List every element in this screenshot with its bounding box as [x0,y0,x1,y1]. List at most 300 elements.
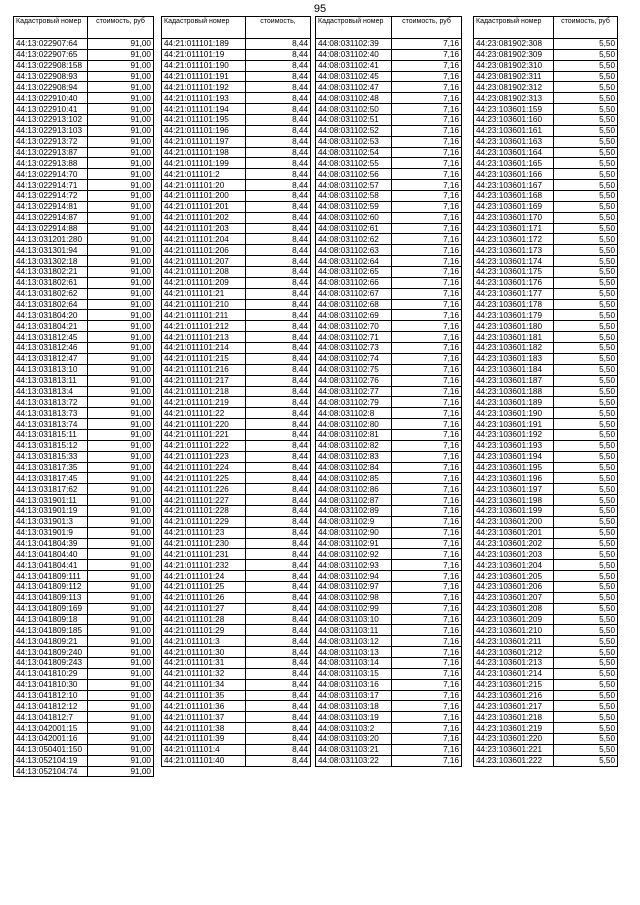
cadastral-number-cell: 44:08:031102:64 [316,256,392,267]
table-row [162,332,311,343]
cost-cell: 7,16 [392,93,462,104]
cost-cell: 7,16 [392,484,462,495]
table-row [474,701,618,712]
cadastral-number-cell: 44:08:031103:19 [316,712,392,723]
table-row [162,549,311,560]
cadastral-number-cell: 44:23:103601:207 [474,592,554,603]
cost-cell: 7,16 [392,136,462,147]
cadastral-number-cell: 44:21:011101:27 [162,603,246,614]
cost-cell: 91,00 [88,180,154,191]
cost-cell: 7,16 [392,581,462,592]
cost-cell: 7,16 [392,429,462,440]
table-row [14,538,154,549]
cost-cell: 91,00 [88,39,154,50]
cadastral-number-cell: 44:21:011101:22 [162,408,246,419]
table-row [162,375,311,386]
table-row [316,505,462,516]
cadastral-number-cell: 44:08:031102:47 [316,82,392,93]
table-row [162,104,311,115]
cost-cell: 91,00 [88,451,154,462]
cost-cell: 8,44 [246,212,311,223]
cadastral-number-cell: 44:08:031102:77 [316,386,392,397]
cadastral-number-cell: 44:23:103601:205 [474,571,554,582]
cost-cell: 91,00 [88,690,154,701]
cost-cell: 8,44 [246,636,311,647]
cost-cell: 5,50 [554,49,618,60]
cadastral-number-cell: 44:21:011101:211 [162,310,246,321]
cost-cell: 8,44 [246,375,311,386]
cadastral-number-cell: 44:21:011101:193 [162,93,246,104]
table-row [474,527,618,538]
cost-cell: 8,44 [246,484,311,495]
cost-cell: 7,16 [392,169,462,180]
table-row [474,223,618,234]
cost-cell: 8,44 [246,690,311,701]
cadastral-number-cell: 44:08:031102:86 [316,484,392,495]
cost-cell: 91,00 [88,212,154,223]
cost-cell: 7,16 [392,310,462,321]
table-row [14,115,154,126]
table-row [474,668,618,679]
table-row [14,136,154,147]
cost-cell: 7,16 [392,125,462,136]
cadastral-number-cell: 44:21:011101:19 [162,49,246,60]
cadastral-number-cell: 44:23:103601:216 [474,690,554,701]
table-row [162,299,311,310]
cadastral-number-cell: 44:13:031901:9 [14,527,88,538]
cost-cell: 5,50 [554,212,618,223]
cadastral-number-cell: 44:08:031102:50 [316,104,392,115]
cadastral-number-cell: 44:13:050401:150 [14,744,88,755]
cost-cell: 8,44 [246,39,311,50]
cadastral-number-cell: 44:23:103601:218 [474,712,554,723]
cadastral-number-cell: 44:23:103601:183 [474,353,554,364]
cost-cell: 7,16 [392,201,462,212]
table-row [162,115,311,126]
cost-cell: 5,50 [554,321,618,332]
table-row [474,495,618,506]
table-row [316,288,462,299]
cadastral-number-cell: 44:21:011101:216 [162,364,246,375]
table-row [316,473,462,484]
table-row [316,49,462,60]
cadastral-number-cell: 44:23:103601:200 [474,516,554,527]
cadastral-number-cell: 44:08:031102:67 [316,288,392,299]
cost-cell: 5,50 [554,462,618,473]
table-row [474,49,618,60]
cost-cell: 7,16 [392,158,462,169]
cadastral-number-cell: 44:21:011101:25 [162,581,246,592]
cadastral-number-cell: 44:21:011101:225 [162,473,246,484]
cost-cell: 5,50 [554,93,618,104]
cadastral-number-cell: 44:08:031102:91 [316,538,392,549]
table-row [14,353,154,364]
cadastral-number-cell: 44:08:031102:70 [316,321,392,332]
cost-cell: 8,44 [246,668,311,679]
cadastral-number-cell: 44:08:031102:76 [316,375,392,386]
table-row [474,39,618,50]
table-row [14,288,154,299]
cost-cell: 8,44 [246,647,311,658]
cadastral-number-cell: 44:23:103601:214 [474,668,554,679]
cadastral-number-cell: 44:21:011101:223 [162,451,246,462]
cadastral-table-1 [13,16,154,777]
cadastral-number-cell: 44:08:031102:54 [316,147,392,158]
cadastral-number-cell: 44:23:103601:196 [474,473,554,484]
cadastral-number-cell: 44:21:011101:196 [162,125,246,136]
table-row [316,332,462,343]
cost-cell: 7,16 [392,223,462,234]
cadastral-number-cell: 44:21:011101:206 [162,245,246,256]
table-row [14,516,154,527]
table-row [316,104,462,115]
cost-cell: 91,00 [88,223,154,234]
cost-cell: 91,00 [88,571,154,582]
table-row [162,429,311,440]
cost-cell: 5,50 [554,364,618,375]
cost-cell: 7,16 [392,212,462,223]
cost-cell: 7,16 [392,397,462,408]
cadastral-number-cell: 44:23:103601:191 [474,419,554,430]
cadastral-number-cell: 44:08:031103:21 [316,744,392,755]
table-row [162,82,311,93]
cost-cell: 91,00 [88,668,154,679]
cost-cell: 7,16 [392,39,462,50]
cost-cell: 7,16 [392,386,462,397]
table-header [474,17,618,39]
cost-cell: 7,16 [392,527,462,538]
table-row [14,158,154,169]
cadastral-number-cell: 44:13:031802:64 [14,299,88,310]
cadastral-number-cell: 44:13:041812:12 [14,701,88,712]
cadastral-number-cell: 44:23:081902:309 [474,49,554,60]
table-row [474,690,618,701]
table-row [14,766,154,777]
cadastral-number-cell: 44:21:011101:228 [162,505,246,516]
cadastral-number-cell: 44:08:031102:73 [316,343,392,354]
table-row [162,571,311,582]
cadastral-number-cell: 44:08:031102:71 [316,332,392,343]
table-row [316,647,462,658]
cadastral-number-cell: 44:13:041809:243 [14,657,88,668]
table-row [162,386,311,397]
cost-cell: 8,44 [246,191,311,202]
table-row [14,310,154,321]
cost-cell: 91,00 [88,321,154,332]
cost-cell: 7,16 [392,744,462,755]
cadastral-number-cell: 44:21:011101:192 [162,82,246,93]
table-row [474,451,618,462]
cadastral-number-cell: 44:13:041809:240 [14,647,88,658]
cadastral-number-cell: 44:13:022907:65 [14,49,88,60]
table-row [316,549,462,560]
cost-cell: 91,00 [88,484,154,495]
cadastral-number-cell: 44:08:031103:18 [316,701,392,712]
table-row [316,115,462,126]
cadastral-number-cell: 44:13:031302:18 [14,256,88,267]
cost-cell: 8,44 [246,125,311,136]
table-row [162,125,311,136]
cost-cell: 91,00 [88,581,154,592]
cadastral-number-cell: 44:13:041804:41 [14,560,88,571]
cost-cell: 5,50 [554,234,618,245]
cadastral-number-cell: 44:21:011101:24 [162,571,246,582]
cadastral-number-cell: 44:23:103601:178 [474,299,554,310]
table-row [316,690,462,701]
cost-cell: 7,16 [392,364,462,375]
cadastral-number-cell: 44:23:103601:168 [474,191,554,202]
cadastral-number-cell: 44:13:022908:94 [14,82,88,93]
cadastral-number-cell: 44:23:103601:167 [474,180,554,191]
cadastral-number-cell: 44:23:103601:174 [474,256,554,267]
cost-cell: 91,00 [88,234,154,245]
cadastral-number-cell: 44:13:041810:29 [14,668,88,679]
cadastral-number-cell: 44:13:022908:93 [14,71,88,82]
table-row [14,223,154,234]
cadastral-number-cell: 44:23:103601:161 [474,125,554,136]
table-row [14,267,154,278]
table-row [316,353,462,364]
cadastral-number-cell: 44:13:022914:71 [14,180,88,191]
table-row [474,516,618,527]
table-row [162,473,311,484]
table-row [474,71,618,82]
header-cadastral-number: Кадастровый номер [162,17,246,39]
table-row [14,60,154,71]
table-row [474,234,618,245]
table-row [162,136,311,147]
table-row [14,201,154,212]
cadastral-number-cell: 44:23:103601:208 [474,603,554,614]
cost-cell: 7,16 [392,647,462,658]
header-cost: стоимость, руб [392,17,462,39]
cost-cell: 5,50 [554,125,618,136]
table-row [14,744,154,755]
table-row [474,353,618,364]
cost-cell: 5,50 [554,180,618,191]
cadastral-number-cell: 44:21:011101:207 [162,256,246,267]
table-row [316,310,462,321]
cadastral-number-cell: 44:08:031102:99 [316,603,392,614]
cadastral-number-cell: 44:13:022913:103 [14,125,88,136]
table-row [474,462,618,473]
cadastral-number-cell: 44:13:041809:21 [14,636,88,647]
table-row [474,158,618,169]
cadastral-number-cell: 44:23:103601:175 [474,267,554,278]
table-row [474,614,618,625]
cadastral-number-cell: 44:08:031102:9 [316,516,392,527]
cost-cell: 8,44 [246,147,311,158]
cost-cell: 8,44 [246,723,311,734]
cadastral-number-cell: 44:08:031102:39 [316,39,392,50]
cadastral-number-cell: 44:08:031103:11 [316,625,392,636]
cost-cell: 91,00 [88,549,154,560]
table-row [316,39,462,50]
cadastral-number-cell: 44:23:103601:166 [474,169,554,180]
table-row [162,419,311,430]
table-row [162,71,311,82]
cost-cell: 5,50 [554,39,618,50]
cadastral-number-cell: 44:23:103601:173 [474,245,554,256]
cadastral-number-cell: 44:13:052104:74 [14,766,88,777]
cost-cell: 8,44 [246,364,311,375]
page-number: 95 [313,3,327,15]
cost-cell: 8,44 [246,712,311,723]
cadastral-number-cell: 44:23:081902:308 [474,39,554,50]
table-row [474,201,618,212]
cost-cell: 5,50 [554,636,618,647]
cadastral-number-cell: 44:13:031804:21 [14,321,88,332]
cost-cell: 91,00 [88,429,154,440]
table-row [14,49,154,60]
cadastral-number-cell: 44:13:031901:3 [14,516,88,527]
cost-cell: 91,00 [88,538,154,549]
cost-cell: 7,16 [392,571,462,582]
header-cadastral-number: Кадастровый номер [14,17,88,39]
table-row [162,191,311,202]
cost-cell: 8,44 [246,267,311,278]
cost-cell: 91,00 [88,343,154,354]
cadastral-number-cell: 44:23:103601:164 [474,147,554,158]
cost-cell: 7,16 [392,549,462,560]
cost-cell: 7,16 [392,614,462,625]
cadastral-number-cell: 44:08:031103:2 [316,723,392,734]
table-row [474,321,618,332]
cadastral-number-cell: 44:13:022913:88 [14,158,88,169]
table-row [14,343,154,354]
cost-cell: 7,16 [392,440,462,451]
cost-cell: 7,16 [392,180,462,191]
cadastral-number-cell: 44:23:103601:209 [474,614,554,625]
cost-cell: 5,50 [554,679,618,690]
table-row [316,223,462,234]
table-row [162,527,311,538]
table-row [162,451,311,462]
table-row [474,104,618,115]
table-row [474,332,618,343]
cost-cell: 5,50 [554,191,618,202]
table-row [162,256,311,267]
table-row [14,256,154,267]
cadastral-number-cell: 44:21:011101:39 [162,734,246,745]
cost-cell: 8,44 [246,234,311,245]
cadastral-number-cell: 44:21:011101:194 [162,104,246,115]
table-row [14,690,154,701]
cadastral-number-cell: 44:13:031817:35 [14,462,88,473]
cadastral-number-cell: 44:23:103601:182 [474,343,554,354]
cadastral-number-cell: 44:08:031102:59 [316,201,392,212]
cadastral-number-cell: 44:08:031102:75 [316,364,392,375]
cost-cell: 5,50 [554,419,618,430]
cost-cell: 7,16 [392,560,462,571]
table-row [316,462,462,473]
cost-cell: 7,16 [392,49,462,60]
table-row [474,288,618,299]
cadastral-number-cell: 44:08:031102:58 [316,191,392,202]
table-row [14,560,154,571]
table-row [162,495,311,506]
cost-cell: 5,50 [554,647,618,658]
cost-cell: 91,00 [88,299,154,310]
table-row [14,180,154,191]
cost-cell: 8,44 [246,115,311,126]
table-row [316,755,462,766]
cadastral-number-cell: 44:21:011101:202 [162,212,246,223]
table-row [316,234,462,245]
cadastral-number-cell: 44:08:031102:74 [316,353,392,364]
cadastral-number-cell: 44:21:011101:36 [162,701,246,712]
table-row [14,581,154,592]
cost-cell: 8,44 [246,71,311,82]
cadastral-number-cell: 44:21:011101:31 [162,657,246,668]
cadastral-number-cell: 44:08:031102:92 [316,549,392,560]
table-row [316,495,462,506]
table-row [14,245,154,256]
table-row [162,408,311,419]
table-row [162,49,311,60]
cadastral-number-cell: 44:13:041804:39 [14,538,88,549]
cadastral-number-cell: 44:08:031102:62 [316,234,392,245]
cost-cell: 5,50 [554,549,618,560]
cost-cell: 91,00 [88,267,154,278]
cadastral-number-cell: 44:08:031103:22 [316,755,392,766]
cost-cell: 7,16 [392,408,462,419]
cost-cell: 7,16 [392,115,462,126]
cadastral-number-cell: 44:13:031817:45 [14,473,88,484]
cost-cell: 91,00 [88,245,154,256]
cost-cell: 7,16 [392,375,462,386]
table-row [14,701,154,712]
cost-cell: 5,50 [554,734,618,745]
cost-cell: 91,00 [88,408,154,419]
cadastral-number-cell: 44:21:011101:35 [162,690,246,701]
cost-cell: 8,44 [246,353,311,364]
cadastral-table-4 [473,16,618,767]
cost-cell: 5,50 [554,484,618,495]
cost-cell: 8,44 [246,288,311,299]
cadastral-number-cell: 44:21:011101:215 [162,353,246,364]
table-row [316,581,462,592]
cost-cell: 8,44 [246,755,311,766]
cost-cell: 5,50 [554,158,618,169]
table-row [14,321,154,332]
table-row [474,657,618,668]
table-row [162,93,311,104]
cost-cell: 8,44 [246,419,311,430]
table-row [316,701,462,712]
table-row [162,321,311,332]
table-row [474,147,618,158]
cadastral-number-cell: 44:23:103601:197 [474,484,554,495]
table-row [162,353,311,364]
table-row [14,636,154,647]
cost-cell: 5,50 [554,288,618,299]
table-row [316,169,462,180]
cadastral-number-cell: 44:13:022907:64 [14,39,88,50]
cost-cell: 5,50 [554,538,618,549]
cadastral-number-cell: 44:08:031102:53 [316,136,392,147]
cost-cell: 91,00 [88,169,154,180]
cadastral-number-cell: 44:23:103601:184 [474,364,554,375]
table-row [474,647,618,658]
table-row [162,158,311,169]
cost-cell: 91,00 [88,679,154,690]
table-row [316,679,462,690]
cadastral-number-cell: 44:21:011101:37 [162,712,246,723]
table-row [474,744,618,755]
cadastral-number-cell: 44:13:052104:19 [14,755,88,766]
table-row [14,397,154,408]
